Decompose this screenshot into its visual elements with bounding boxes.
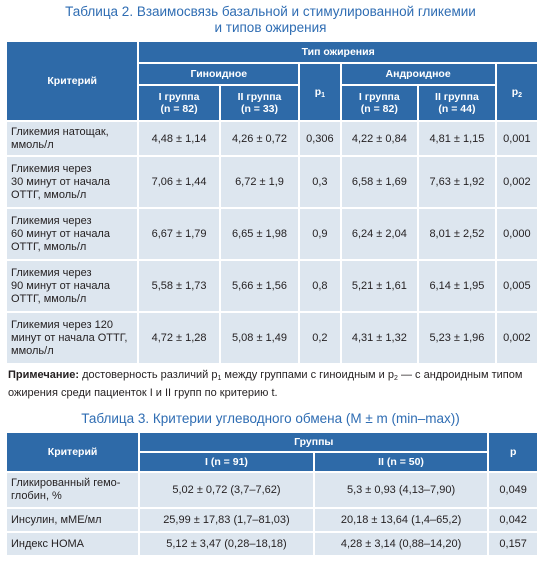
table2-title-line2: и типов ожирения xyxy=(214,20,327,35)
t2-cell-p1: 0,9 xyxy=(300,209,339,259)
t2-cell-gyn-g1: 4,48 ± 1,14 xyxy=(139,122,218,155)
t2-header-p1: $p_1$ xyxy=(300,64,339,120)
t3-cell-g2: 4,28 ± 3,14 (0,88–14,20) xyxy=(315,533,488,555)
t2-cell-gyn-g2: 4,26 ± 0,72 xyxy=(221,122,298,155)
t2-header-android: Андроидное xyxy=(342,64,495,84)
t2-cell-and-g2: 6,14 ± 1,95 xyxy=(419,261,495,311)
t2-cell-and-g1: 6,58 ± 1,69 xyxy=(342,157,418,207)
t2-cell-p2: 0,002 xyxy=(497,157,537,207)
t2-cell-gyn-g1: 7,06 ± 1,44 xyxy=(139,157,218,207)
t2-header-gynoid: Гиноидное xyxy=(139,64,298,84)
t2-cell-p1: 0,3 xyxy=(300,157,339,207)
t2-header-criterion: Критерий xyxy=(7,42,137,120)
t2-cell-and-g2: 8,01 ± 2,52 xyxy=(419,209,495,259)
t2-cell-gyn-g1: 6,67 ± 1,79 xyxy=(139,209,218,259)
table-row xyxy=(7,509,537,531)
t3-cell-g1: 5,02 ± 0,72 (3,7–7,62) xyxy=(140,473,313,507)
t2-cell-gyn-g2: 6,65 ± 1,98 xyxy=(221,209,298,259)
t2-cell-and-g1: 4,31 ± 1,32 xyxy=(342,313,418,363)
t2-cell-gyn-g2: 6,72 ± 1,9 xyxy=(221,157,298,207)
t2-cell-gyn-g2: 5,66 ± 1,56 xyxy=(221,261,298,311)
t3-cell-g2: 20,18 ± 13,64 (1,4–65,2) xyxy=(315,509,488,531)
t2-cell-and-g2: 5,23 ± 1,96 xyxy=(419,313,495,363)
t2-cell-p2: 0,001 xyxy=(497,122,537,155)
t2-row-label: Гликемия через 120 минут от начала ОТТГ, ммоль/л xyxy=(7,313,137,363)
t3-cell-p: 0,042 xyxy=(489,509,537,531)
table-row xyxy=(7,209,537,259)
table2-note: Примечание: достоверность различий $p_1$ между группами с гиноидным и $p_2$ — с андроидным типом ожирения среди пациенток I и II групп по критерию t. xyxy=(8,369,523,399)
t2-row-label: Гликемия через 90 минут от начала ОТТГ, ммоль/л xyxy=(7,261,137,311)
table-row xyxy=(7,533,537,555)
t2-cell-gyn-g1: 5,58 ± 1,73 xyxy=(139,261,218,311)
t2-row-label: Гликемия натощак, ммоль/л xyxy=(7,122,137,155)
table-row xyxy=(7,313,537,363)
t2-header-and-group1: I группа (n = 82) xyxy=(342,86,418,120)
t2-cell-p1: 0,8 xyxy=(300,261,339,311)
table-row xyxy=(7,122,537,155)
table-row xyxy=(7,261,537,311)
t2-cell-gyn-g1: 4,72 ± 1,28 xyxy=(139,313,218,363)
table-row xyxy=(7,473,537,507)
t2-cell-p2: 0,000 xyxy=(497,209,537,259)
t2-row-label: Гликемия через 60 минут от начала ОТТГ, ммоль/л xyxy=(7,209,137,259)
t3-cell-g1: 25,99 ± 17,83 (1,7–81,03) xyxy=(140,509,313,531)
t2-cell-and-g1: 6,24 ± 2,04 xyxy=(342,209,418,259)
t2-header-gyn-group1: I группа (n = 82) xyxy=(139,86,218,120)
t2-cell-gyn-g2: 5,08 ± 1,49 xyxy=(221,313,298,363)
t2-row-label: Гликемия через 30 минут от начала ОТТГ, ммоль/л xyxy=(7,157,137,207)
t2-header-and-group2: II группа (n = 44) xyxy=(419,86,495,120)
t2-cell-p1: 0,2 xyxy=(300,313,339,363)
t3-header-criterion: Критерий xyxy=(7,433,138,471)
t2-cell-p2: 0,002 xyxy=(497,313,537,363)
t3-header-group1: I (n = 91) xyxy=(140,453,313,471)
t2-header-obesity-type: Тип ожирения xyxy=(139,42,537,62)
table2-title-line1: Таблица 2. Взаимосвязь базальной и стимулированной гликемии xyxy=(65,4,476,19)
t2-cell-and-g2: 4,81 ± 1,15 xyxy=(419,122,495,155)
table3-title: Таблица 3. Критерии углеводного обмена (M ± m (min–max)) xyxy=(81,411,460,426)
t3-row-label: Гликированный гемо- глобин, % xyxy=(7,473,138,507)
t2-cell-p1: 0,306 xyxy=(300,122,339,155)
t3-header-group2: II (n = 50) xyxy=(315,453,488,471)
t3-cell-g2: 5,3 ± 0,93 (4,13–7,90) xyxy=(315,473,488,507)
table-row xyxy=(7,157,537,207)
table2 xyxy=(5,40,539,365)
t3-header-groups: Группы xyxy=(140,433,487,451)
t3-cell-p: 0,049 xyxy=(489,473,537,507)
t3-cell-p: 0,157 xyxy=(489,533,537,555)
t3-row-label: Индекс HOMA xyxy=(7,533,138,555)
t2-cell-and-g2: 7,63 ± 1,92 xyxy=(419,157,495,207)
t2-header-gyn-group2: II группа (n = 33) xyxy=(221,86,298,120)
t2-cell-and-g1: 4,22 ± 0,84 xyxy=(342,122,418,155)
t2-cell-and-g1: 5,21 ± 1,61 xyxy=(342,261,418,311)
t2-cell-p2: 0,005 xyxy=(497,261,537,311)
t3-header-p: p xyxy=(489,433,537,471)
table3 xyxy=(5,431,539,557)
table2-title xyxy=(0,4,541,36)
t3-row-label: Инсулин, мМЕ/мл xyxy=(7,509,138,531)
t3-cell-g1: 5,12 ± 3,47 (0,28–18,18) xyxy=(140,533,313,555)
t2-header-p2: $p_2$ xyxy=(497,64,537,120)
note-label: Примечание: xyxy=(8,369,80,381)
